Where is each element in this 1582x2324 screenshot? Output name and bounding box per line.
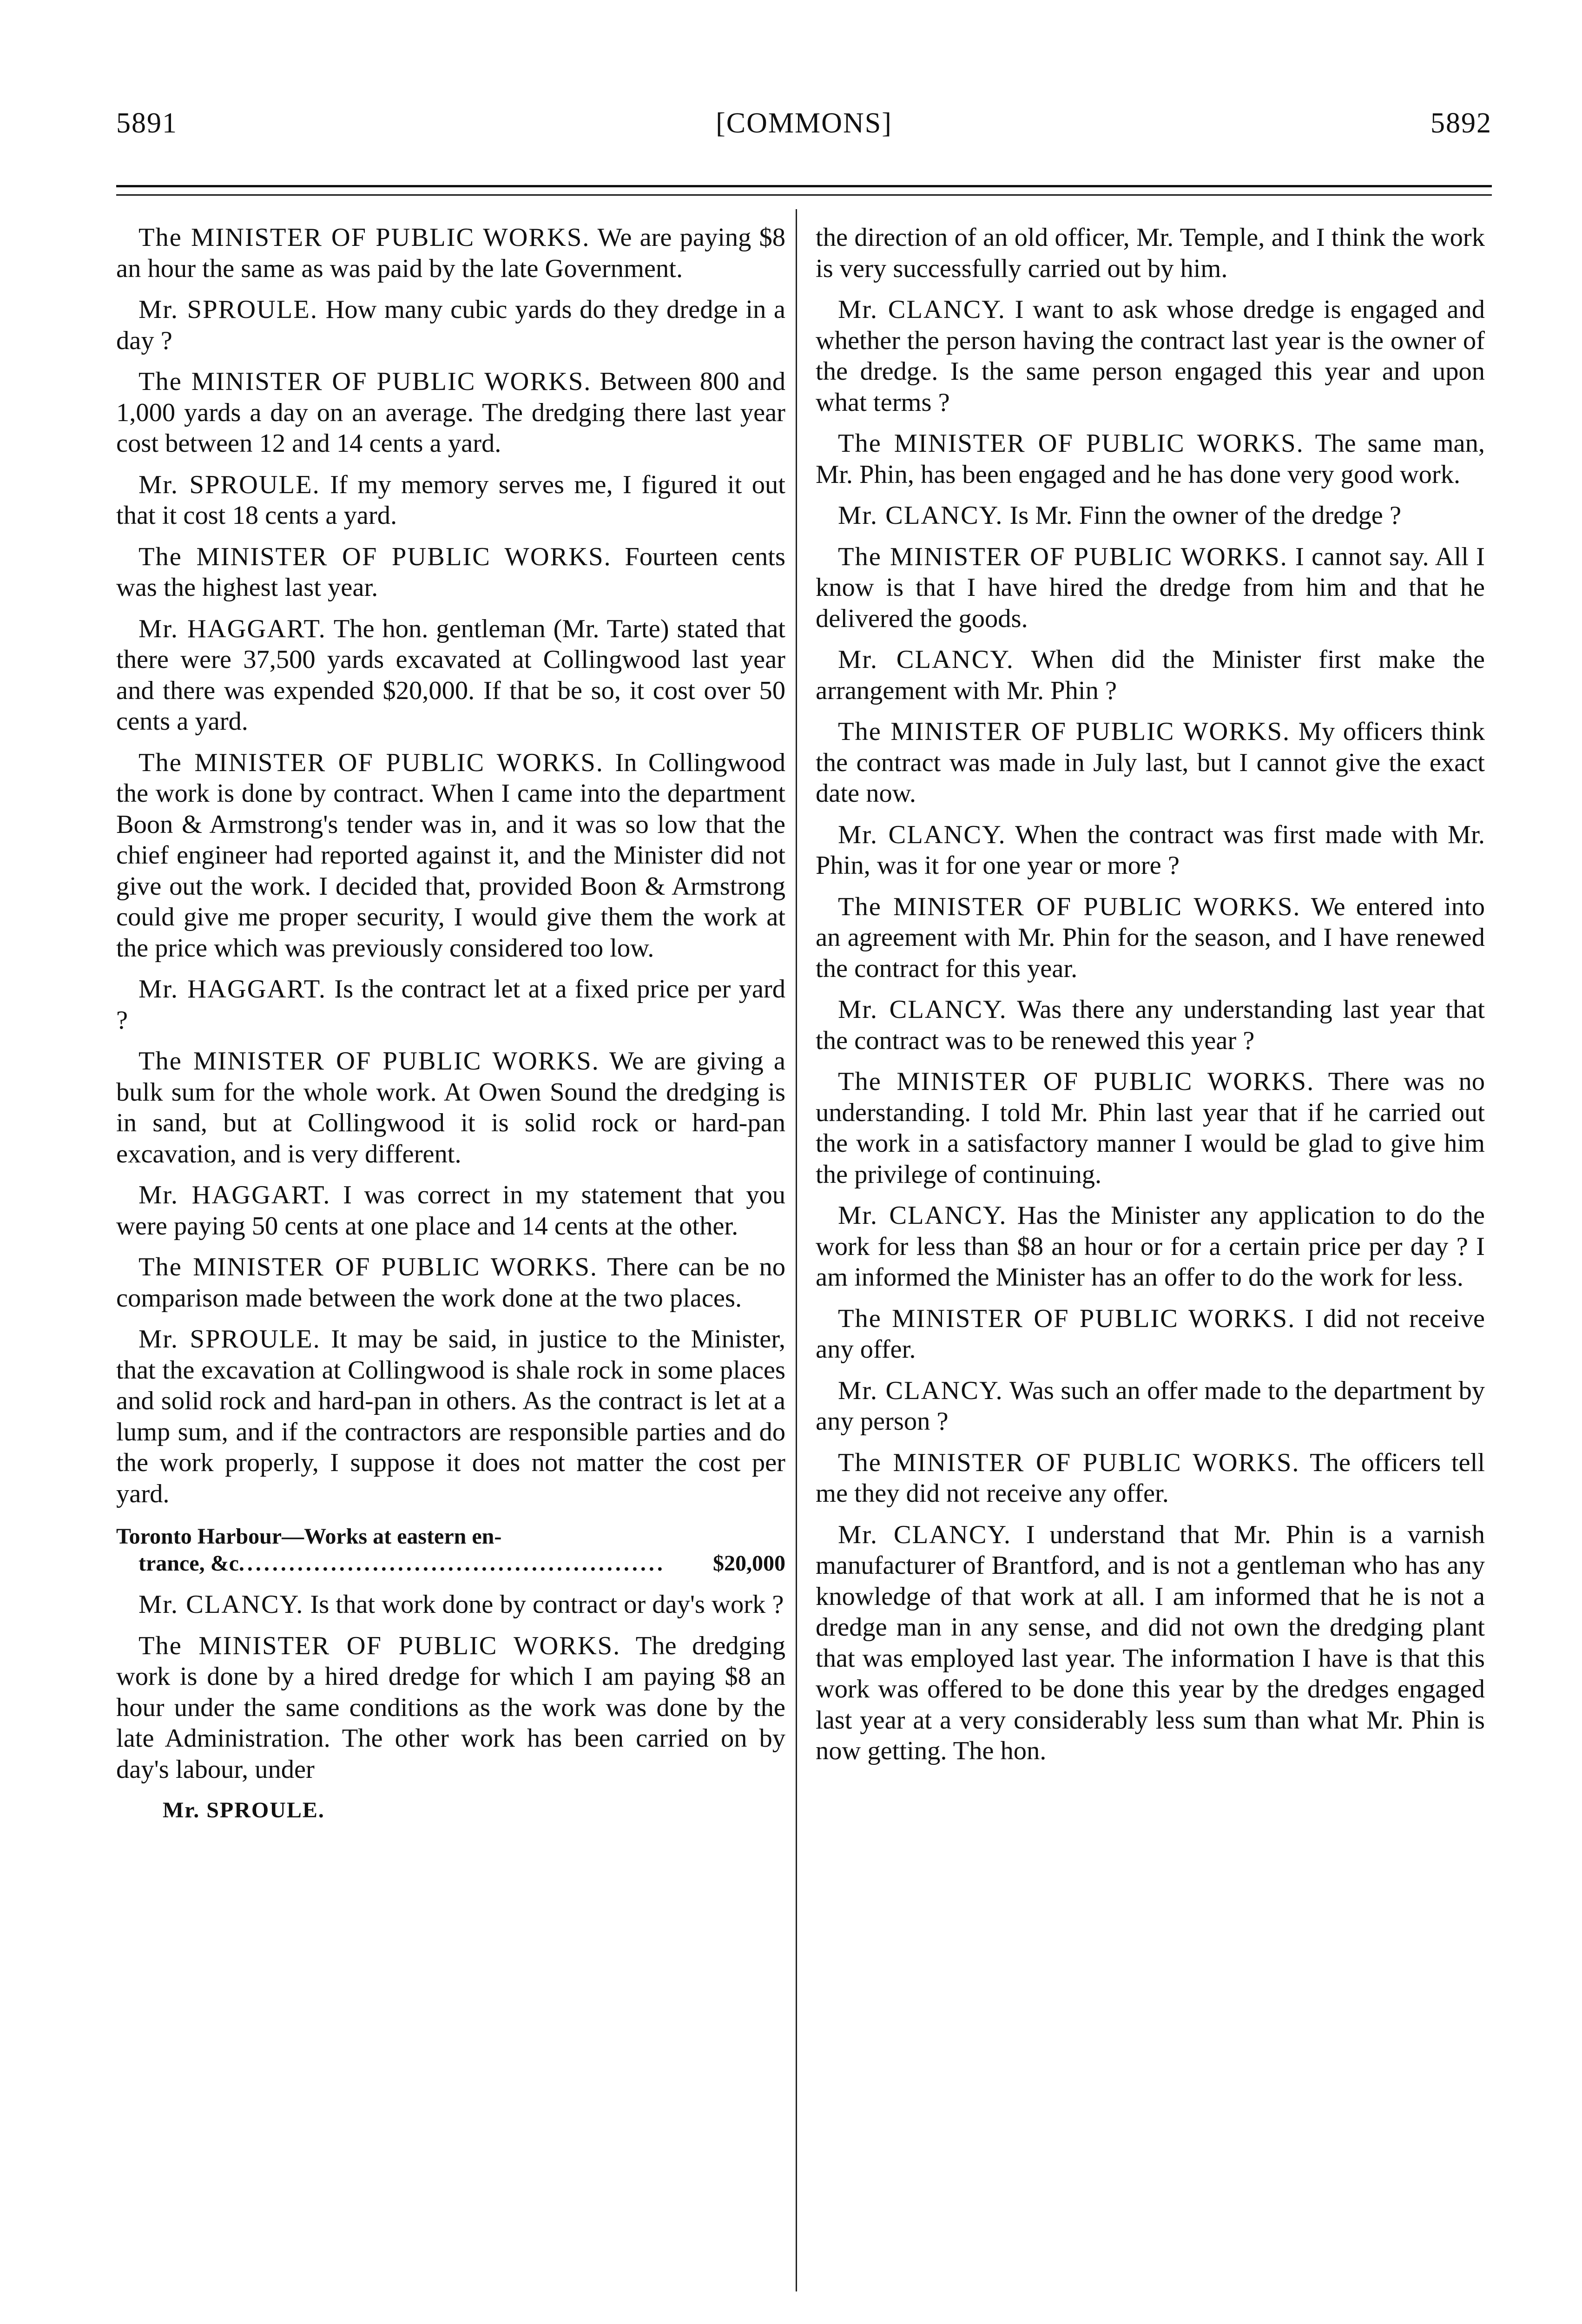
speech-text: Is Mr. Finn the owner of the dredge ? (1009, 501, 1402, 530)
speaker-name: Mr. CLANCY. (838, 1520, 1012, 1549)
speaker-name: Mr. HAGGART. (138, 975, 327, 1004)
speech-text: I cannot say. All I know is that I have hired the dredge from him and that he delivered the goods. (816, 542, 1485, 633)
speaker-name: The MINISTER OF PUBLIC WORKS. (138, 1047, 600, 1076)
speech-paragraph (816, 1200, 1485, 1293)
speaker-name: Mr. CLANCY. (138, 1590, 304, 1619)
speaker-name: Mr. SPROULE. (138, 295, 318, 324)
speech-paragraph (816, 644, 1485, 706)
speaker-name: Mr. CLANCY. (838, 1201, 1007, 1230)
left-column-paragraphs (116, 222, 785, 1509)
speech-paragraph (116, 974, 785, 1036)
speech-text: I was correct in my statement that you were paying 50 cents at one place and 14 cents at the other. (116, 1181, 786, 1241)
speech-text: the direction of an old officer, Mr. Temple, and I think the work is very successfully carried out by him. (816, 223, 1485, 283)
speech-paragraph (116, 469, 785, 531)
speech-text: Is that work done by contract or day's work ? (310, 1590, 784, 1619)
speech-text: In Collingwood the work is done by contract. When I came into the department Boon & Armstrong's tender was in, and it was so low that the chief engineer had reported against it, and the Minister did not give out the work. I decided that, provided Boon & Armstrong could give me proper security, I would give them the work at the price which was previously considered too low. (116, 748, 785, 963)
speech-text: It may be said, in justice to the Minister, that the excavation at Collingwood is shale rock in some places and solid rock and hard-pan in others. As the contract is let at a lump sum, and if the contractors are responsible parties and do the work properly, I suppose it does not matter the cost per yard. (116, 1325, 785, 1508)
speech-paragraph (816, 541, 1485, 634)
speech-paragraph (816, 819, 1485, 881)
speech-paragraph (816, 222, 1485, 284)
speaker-name: Mr. CLANCY. (838, 820, 1006, 849)
right-column (816, 222, 1485, 1777)
speaker-name: Mr. HAGGART. (138, 1181, 331, 1209)
page-number-right: 5892 (1430, 107, 1492, 139)
speech-text: We entered into an agreement with Mr. Phin for the season, and I have renewed the contract for this year. (816, 892, 1485, 983)
speaker-name: The MINISTER OF PUBLIC WORKS. (838, 892, 1301, 921)
left-column-paragraphs-after (116, 1589, 785, 1785)
speaker-name: The MINISTER OF PUBLIC WORKS. (138, 1631, 621, 1660)
speech-paragraph (816, 294, 1485, 418)
left-column (116, 222, 785, 1826)
speech-paragraph (116, 1324, 785, 1509)
speaker-name: The MINISTER OF PUBLIC WORKS. (838, 1304, 1296, 1333)
speech-paragraph (116, 541, 785, 603)
speaker-name: Mr. CLANCY. (838, 645, 1014, 674)
speech-paragraph (116, 366, 785, 459)
speech-text: The hon. gentleman (Mr. Tarte) stated that there were 37,500 yards excavated at Collingwood last year and there was expended $20,000. If that be so, it cost over 50 cents a yard. (116, 614, 785, 736)
estimate-item-amount: $20,000 (713, 1551, 785, 1576)
speech-text: Fourteen cents was the highest last year. (116, 542, 785, 602)
speaker-name: Mr. CLANCY. (838, 501, 1003, 530)
speaker-name: Mr. HAGGART. (138, 614, 326, 643)
speech-paragraph (116, 1046, 785, 1169)
speech-text: Between 800 and 1,000 yards a day on an average. The dredging there last year cost between 12 and 14 cents a yard. (116, 367, 786, 458)
estimate-item-line1: Toronto Harbour—Works at eastern en- (116, 1524, 502, 1549)
speech-text: I did not receive any offer. (816, 1304, 1485, 1364)
estimate-item (116, 1523, 785, 1577)
speech-text: Was there any understanding last year that the contract was to be renewed this year ? (816, 995, 1485, 1055)
speech-paragraph (816, 1066, 1485, 1190)
estimate-item-line2 (116, 1550, 785, 1577)
speech-paragraph (816, 1447, 1485, 1509)
speech-paragraph (116, 294, 785, 356)
speech-paragraph (116, 1589, 785, 1620)
speech-text: Was such an offer made to the department by any person ? (816, 1376, 1485, 1436)
speaker-name: The MINISTER OF PUBLIC WORKS. (838, 717, 1291, 746)
speech-text: There was no understanding. I told Mr. Phin last year that if he carried out the work in a satisfactory manner I would be glad to give him the privilege of continuing. (816, 1067, 1485, 1189)
speech-text: How many cubic yards do they dredge in a day ? (116, 295, 785, 355)
dot-leader: .................................................. (247, 1551, 666, 1576)
header-rule-thin (116, 194, 1492, 196)
page-number-left: 5891 (116, 107, 178, 139)
speech-paragraph (816, 428, 1485, 490)
speech-paragraph (816, 994, 1485, 1056)
speech-text: We are paying $8 an hour the same as was paid by the late Government. (116, 223, 786, 283)
speaker-name: The MINISTER OF PUBLIC WORKS. (138, 748, 604, 777)
estimate-item-text: trance, &c. (138, 1551, 244, 1576)
speech-paragraph (816, 1519, 1485, 1767)
speech-text: Has the Minister any application to do the work for less than $8 an hour or for a certain price per day ? I am informed the Minister has an offer to do the work for less. (816, 1201, 1485, 1292)
speech-text: We are giving a bulk sum for the whole work. At Owen Sound the dredging is in sand, but at Collingwood it is solid rock or hard-pan excavation, and is very different. (116, 1047, 785, 1169)
speech-paragraph (116, 222, 785, 284)
speech-text: When the contract was first made with Mr. Phin, was it for one year or more ? (816, 820, 1485, 880)
speaker-name: Mr. SPROULE. (138, 1325, 321, 1353)
column-divider (796, 209, 797, 2291)
speech-text: Is the contract let at a fixed price per yard ? (116, 975, 786, 1035)
right-column-paragraphs (816, 222, 1485, 1767)
speech-paragraph (116, 614, 785, 737)
speech-text: I understand that Mr. Phin is a varnish manufacturer of Brantford, and is not a gentleman who has any knowledge of that work at all. I am informed that he is not a dredge man in any sense, and did not own the dredging plant that was employed last year. The information I have is that this work was offered to be done this year by the dredges engaged last year at a very considerably less sum than what Mr. Phin is now getting. The hon. (816, 1520, 1485, 1765)
speaker-name: Mr. CLANCY. (838, 1376, 1003, 1405)
speaker-name: The MINISTER OF PUBLIC WORKS. (138, 223, 590, 252)
speaker-name: The MINISTER OF PUBLIC WORKS. (838, 542, 1288, 571)
speech-text: The dredging work is done by a hired dredge for which I am paying $8 an hour under the same conditions as the work was done by the late Administration. The other work has been carried on by day's labour, under (116, 1631, 785, 1784)
speech-text: My officers think the contract was made in July last, but I cannot give the exact date now. (816, 717, 1485, 808)
header-rule-thick (116, 185, 1492, 187)
speech-text: If my memory serves me, I figured it out that it cost 18 cents a yard. (116, 470, 785, 530)
speech-text: The same man, Mr. Phin, has been engaged and he has done very good work. (816, 429, 1485, 489)
speech-text: There can be no comparison made between the work done at the two places. (116, 1253, 786, 1313)
speaker-name: The MINISTER OF PUBLIC WORKS. (138, 367, 592, 396)
speaker-name: Mr. CLANCY. (838, 995, 1007, 1024)
speech-paragraph (816, 500, 1485, 531)
speaker-name: The MINISTER OF PUBLIC WORKS. (838, 1067, 1315, 1096)
speaker-name: The MINISTER OF PUBLIC WORKS. (838, 1448, 1300, 1477)
speech-paragraph (116, 1252, 785, 1314)
speech-text: I want to ask whose dredge is engaged and whether the person having the contract last year is the owner of the dredge. Is the same person engaged this year and upon what terms ? (816, 295, 1485, 417)
speech-paragraph (116, 1631, 785, 1785)
speech-paragraph (816, 891, 1485, 984)
speaker-name: The MINISTER OF PUBLIC WORKS. (138, 542, 612, 571)
speech-text: The officers tell me they did not receive any offer. (816, 1448, 1485, 1508)
speech-paragraph (116, 747, 785, 964)
speaker-name: Mr. CLANCY. (838, 295, 1006, 324)
speech-paragraph (816, 1375, 1485, 1437)
speech-paragraph (816, 716, 1485, 809)
speaker-name: The MINISTER OF PUBLIC WORKS. (838, 429, 1304, 458)
running-head: [COMMONS] (716, 107, 892, 139)
page-header (116, 107, 1492, 158)
speech-text: When did the Minister first make the arrangement with Mr. Phin ? (816, 645, 1485, 705)
speaker-name: The MINISTER OF PUBLIC WORKS. (138, 1253, 598, 1281)
speech-paragraph (116, 1180, 785, 1241)
speech-paragraph (816, 1303, 1485, 1365)
speaker-name: Mr. SPROULE. (138, 470, 320, 499)
catchword: Mr. SPROULE. (163, 1798, 325, 1822)
